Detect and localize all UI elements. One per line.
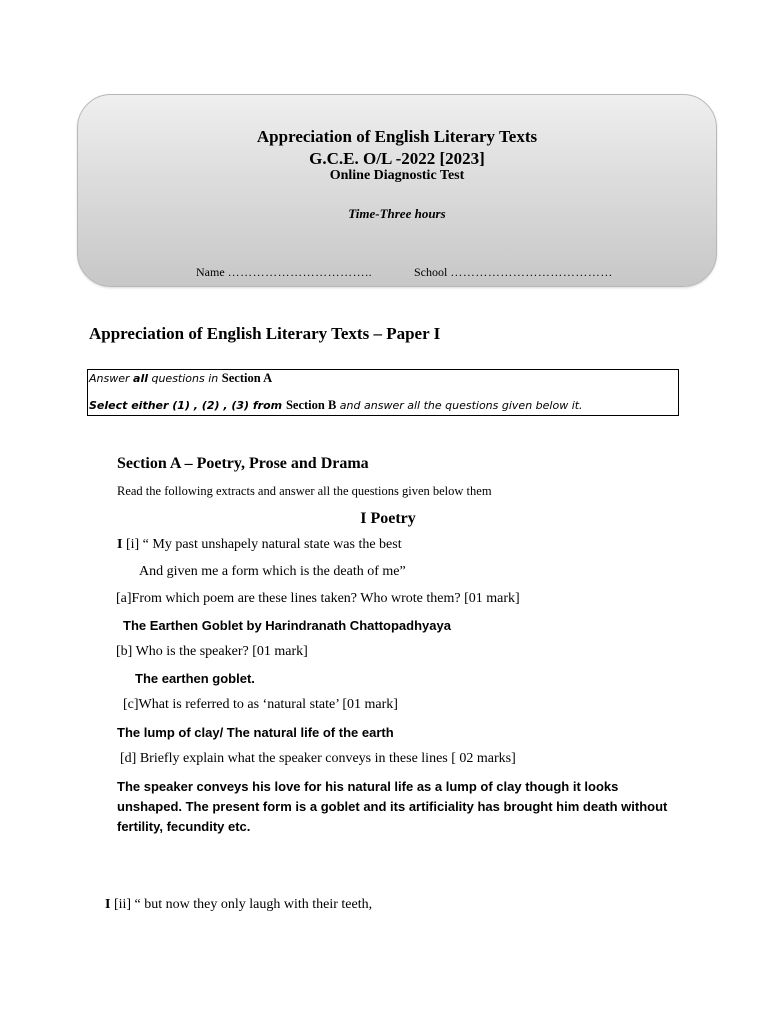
instructions-box — [87, 369, 679, 416]
poetry-heading: I Poetry — [360, 510, 416, 527]
header-time: Time-Three hours — [348, 206, 446, 221]
answer-b: The earthen goblet. — [135, 671, 255, 686]
answer-a: The Earthen Goblet by Harindranath Chattopadhyaya — [123, 618, 451, 633]
answer-c: The lump of clay/ The natural life of the earth — [117, 725, 394, 740]
instr2-a: Select either (1) , (2) , (3) from — [89, 399, 286, 412]
extract-1-text: [i] “ My past unshapely natural state was the best — [122, 537, 402, 552]
instruction-line-1 — [89, 371, 272, 386]
extract-1-number: I — [117, 537, 123, 552]
question-a: [a]From which poem are these lines taken? Who wrote them? [01 mark] — [116, 591, 520, 606]
question-d: [d] Briefly explain what the speaker conveys in these lines [ 02 marks] — [120, 751, 516, 766]
instr1-a: Answer — [89, 372, 134, 385]
instr2-b: Section B — [285, 398, 337, 412]
name-field — [196, 265, 372, 280]
extract-1-line-1 — [117, 537, 402, 553]
extract-2-text: [ii] “ but now they only laugh with their teeth, — [110, 897, 373, 912]
name-dots: …………………………….. — [227, 265, 373, 279]
school-label: School — [414, 265, 448, 279]
header-box — [77, 94, 717, 287]
extract-1-line-2: And given me a form which is the death of me” — [139, 564, 406, 579]
instr1-c: questions in — [147, 372, 222, 385]
extract-2-line-1 — [105, 897, 372, 913]
instr1-d: Section A — [221, 371, 273, 385]
extract-2-number: I — [105, 897, 111, 912]
question-c: [c]What is referred to as ‘natural state’ [01 mark] — [123, 697, 398, 712]
header-exam: G.C.E. O/L -2022 [2023] — [309, 149, 485, 168]
answer-d: The speaker conveys his love for his natural life as a lump of clay though it looks unshaped. The present form is a goblet and its artificiality has brought him death without fertility, fecundity etc. — [117, 779, 668, 834]
paper-title: Appreciation of English Literary Texts – Paper I — [89, 324, 441, 343]
instr1-b: all — [133, 372, 148, 385]
section-a-intro: Read the following extracts and answer all the questions given below them — [117, 484, 492, 498]
section-a-heading: Section A – Poetry, Prose and Drama — [117, 455, 369, 472]
name-label: Name — [196, 265, 225, 279]
instruction-line-2 — [89, 398, 583, 413]
question-b: [b] Who is the speaker? [01 mark] — [116, 644, 308, 659]
header-title: Appreciation of English Literary Texts — [256, 127, 538, 146]
school-field — [414, 265, 613, 280]
instr2-c: and answer all the questions given below it. — [336, 399, 583, 412]
school-dots: ………………………………… — [450, 265, 613, 279]
header-test-name: Online Diagnostic Test — [329, 168, 465, 183]
